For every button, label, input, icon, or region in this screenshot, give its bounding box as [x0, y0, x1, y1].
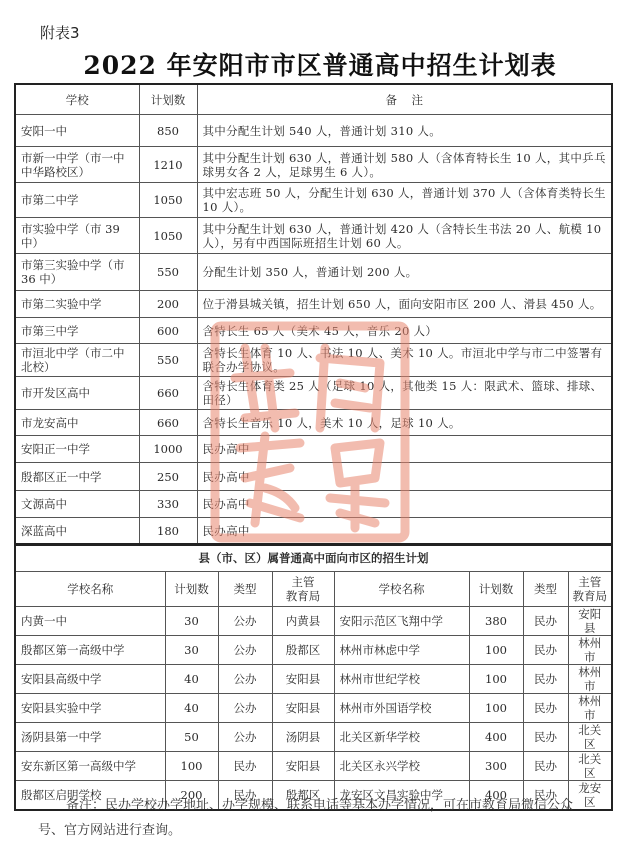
- header-plan-right: 计划数: [469, 572, 523, 607]
- header-type-left: 类型: [218, 572, 272, 607]
- bureau: 安阳县: [272, 752, 334, 781]
- bureau: 安阳县: [272, 665, 334, 694]
- bureau: 北关区: [568, 752, 612, 781]
- table-row: [15, 752, 612, 781]
- header-type-right: 类型: [523, 572, 568, 607]
- bureau: 安阳县: [568, 607, 612, 636]
- table-header-row: [15, 84, 612, 115]
- table-row: [15, 318, 612, 344]
- header-bureau-left: 主管 教育局: [272, 572, 334, 607]
- school-type: 民办: [523, 636, 568, 665]
- school-name: 深蓝高中: [15, 518, 139, 545]
- table-row: [15, 607, 612, 636]
- header-school-right: 学校名称: [334, 572, 469, 607]
- school-name: 林州市世纪学校: [334, 665, 469, 694]
- school-name: 汤阴县第一中学: [15, 723, 165, 752]
- school-name: 市洹北中学（市二中北校）: [15, 344, 139, 377]
- plan-count: 250: [139, 463, 197, 491]
- footnote: 备注：民办学校办学地址、办学规模、联系电话等基本办学情况，可在市教育局微信公众号、官方网站进行查询。: [38, 798, 574, 838]
- school-name: 市第二实验中学: [15, 291, 139, 318]
- school-name: 北关区永兴学校: [334, 752, 469, 781]
- school-name: 安阳正一中学: [15, 436, 139, 463]
- school-name: 市龙安高中: [15, 410, 139, 436]
- plan-count: 200: [139, 291, 197, 318]
- remark: 其中分配生计划 630 人，普通计划 420 人（含特长生书法 20 人、航模 10 人），另有中西国际班招生计划 60 人。: [197, 218, 612, 254]
- bureau: 北关区: [568, 723, 612, 752]
- remark: 位于滑县城关镇，招生计划 650 人，面向安阳市区 200 人、滑县 450 人。: [197, 291, 612, 318]
- header-note: 备 注: [197, 84, 612, 115]
- header-school-left: 学校名称: [15, 572, 165, 607]
- school-name: 林州市外国语学校: [334, 694, 469, 723]
- document-title: 2022 年安阳市市区普通高中招生计划表: [83, 51, 557, 80]
- school-type: 民办: [218, 781, 272, 811]
- bureau: 内黄县: [272, 607, 334, 636]
- school-type: 民办: [523, 694, 568, 723]
- remark: 民办高中: [197, 463, 612, 491]
- header-plan: 计划数: [139, 84, 197, 115]
- remark: 其中分配生计划 540 人，普通计划 310 人。: [197, 115, 612, 147]
- bureau: 殷都区: [272, 636, 334, 665]
- school-name: 市开发区高中: [15, 377, 139, 410]
- table-row: [15, 377, 612, 410]
- remark: 民办高中: [197, 518, 612, 545]
- school-name: 市实验中学（市 39 中）: [15, 218, 139, 254]
- remark: 含特长生体育类 25 人（足球 10 人，其他类 15 人：限武术、篮球、排球、田径）: [197, 377, 612, 410]
- header-bureau-right: 主管 教育局: [568, 572, 612, 607]
- plan-count: 660: [139, 377, 197, 410]
- county-enrollment-table: [14, 543, 613, 811]
- plan-count: 850: [139, 115, 197, 147]
- plan-count: 330: [139, 491, 197, 518]
- school-name: 北关区新华学校: [334, 723, 469, 752]
- table-row: [15, 436, 612, 463]
- school-name: 殷都区启明学校: [15, 781, 165, 811]
- table-row: [15, 344, 612, 377]
- school-type: 民办: [523, 781, 568, 811]
- remark: 民办高中: [197, 491, 612, 518]
- plan-count: 1210: [139, 147, 197, 183]
- remark: 含特长生 65 人（美术 45 人，音乐 20 人）: [197, 318, 612, 344]
- remark: 其中分配生计划 630 人，普通计划 580 人（含体育特长生 10 人，其中乒乓球男女各 2 人，足球男生 6 人）。: [197, 147, 612, 183]
- remark: 含特长生体育 10 人、书法 10 人、美术 10 人。市洹北中学与市二中签署有联合办学协议。: [197, 344, 612, 377]
- plan-count: 40: [165, 665, 218, 694]
- plan-count: 200: [165, 781, 218, 811]
- remark: 民办高中: [197, 436, 612, 463]
- school-type: 民办: [523, 665, 568, 694]
- school-type: 公办: [218, 665, 272, 694]
- table-row: [15, 254, 612, 291]
- plan-count: 400: [469, 723, 523, 752]
- school-name: 林州市林虑中学: [334, 636, 469, 665]
- table-row: [15, 115, 612, 147]
- school-name: 市新一中学（市一中中华路校区）: [15, 147, 139, 183]
- school-type: 民办: [523, 723, 568, 752]
- plan-count: 100: [469, 694, 523, 723]
- section-header-row: [15, 544, 612, 572]
- remark: 含特长生音乐 10 人，美术 10 人，足球 10 人。: [197, 410, 612, 436]
- school-type: 公办: [218, 694, 272, 723]
- school-name: 安阳示范区飞翔中学: [334, 607, 469, 636]
- plan-count: 550: [139, 254, 197, 291]
- table-row: [15, 636, 612, 665]
- table-row: [15, 694, 612, 723]
- bureau: 林州市: [568, 665, 612, 694]
- school-name: 安阳县实验中学: [15, 694, 165, 723]
- school-name: 市第三中学: [15, 318, 139, 344]
- plan-count: 400: [469, 781, 523, 811]
- school-type: 公办: [218, 636, 272, 665]
- section-title: 县（市、区）属普通高中面向市区的招生计划: [15, 544, 612, 572]
- school-name: 安东新区第一高级中学: [15, 752, 165, 781]
- school-type: 公办: [218, 607, 272, 636]
- plan-count: 50: [165, 723, 218, 752]
- plan-count: 1050: [139, 183, 197, 218]
- school-name: 龙安区文昌实验中学: [334, 781, 469, 811]
- table-row: [15, 183, 612, 218]
- plan-count: 100: [469, 636, 523, 665]
- header-plan-left: 计划数: [165, 572, 218, 607]
- plan-count: 30: [165, 607, 218, 636]
- school-type: 民办: [523, 607, 568, 636]
- remark: 其中宏志班 50 人，分配生计划 630 人，普通计划 370 人（含体育类特长生 10 人）。: [197, 183, 612, 218]
- plan-count: 1000: [139, 436, 197, 463]
- plan-count: 100: [469, 665, 523, 694]
- plan-count: 1050: [139, 218, 197, 254]
- bureau: 林州市: [568, 694, 612, 723]
- table-row: [15, 723, 612, 752]
- bureau: 安阳县: [272, 694, 334, 723]
- school-type: 民办: [218, 752, 272, 781]
- plan-count: 180: [139, 518, 197, 545]
- table-row: [15, 410, 612, 436]
- school-type: 民办: [523, 752, 568, 781]
- bureau: 龙安区: [568, 781, 612, 811]
- school-name: 内黄一中: [15, 607, 165, 636]
- plan-count: 100: [165, 752, 218, 781]
- plan-count: 660: [139, 410, 197, 436]
- plan-count: 40: [165, 694, 218, 723]
- table-row: [15, 218, 612, 254]
- school-name: 文源高中: [15, 491, 139, 518]
- table-row: [15, 491, 612, 518]
- table-row: [15, 147, 612, 183]
- urban-enrollment-table: [14, 83, 613, 546]
- annex-label: 附表3: [40, 24, 80, 42]
- school-name: 安阳县高级中学: [15, 665, 165, 694]
- school-name: 殷都区正一中学: [15, 463, 139, 491]
- header-school: 学校: [15, 84, 139, 115]
- bureau: 汤阴县: [272, 723, 334, 752]
- school-name: 安阳一中: [15, 115, 139, 147]
- table-row: [15, 665, 612, 694]
- school-type: 公办: [218, 723, 272, 752]
- plan-count: 380: [469, 607, 523, 636]
- bureau: 林州市: [568, 636, 612, 665]
- plan-count: 30: [165, 636, 218, 665]
- table-header-row: [15, 572, 612, 607]
- school-name: 殷都区第一高级中学: [15, 636, 165, 665]
- table-row: [15, 518, 612, 545]
- plan-count: 600: [139, 318, 197, 344]
- school-name: 市第三实验中学（市 36 中）: [15, 254, 139, 291]
- bureau: 殷都区: [272, 781, 334, 811]
- school-name: 市第二中学: [15, 183, 139, 218]
- plan-count: 300: [469, 752, 523, 781]
- plan-count: 550: [139, 344, 197, 377]
- table-row: [15, 291, 612, 318]
- table-row: [15, 463, 612, 491]
- remark: 分配生计划 350 人，普通计划 200 人。: [197, 254, 612, 291]
